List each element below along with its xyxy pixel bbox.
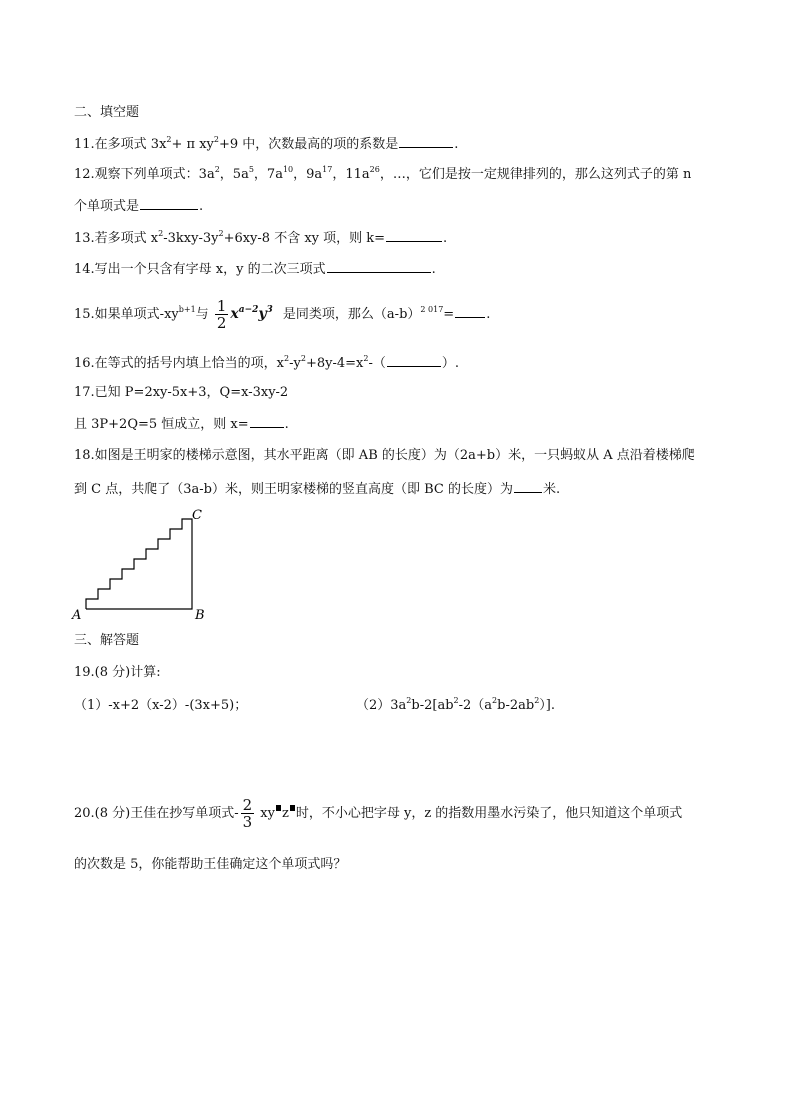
question-17-line2: 且 3P+2Q=5 恒成立，则 x= .	[74, 414, 289, 434]
answer-blank[interactable]	[514, 479, 542, 493]
staircase-figure	[64, 505, 224, 625]
question-13: 13.若多项式 $x^2-3kxy-3y^2+6xy-8$ 不含 xy 项，则 k= .	[74, 229, 448, 246]
question-12-line1: 12.观察下列单项式：$3a^2$，$5a^5$，$7a^{10}$，$9a^{17}$，$11a^{26}$，…，它们是按一定规律排列的，那么这列式子的第 n	[74, 165, 692, 182]
question-11: 11.在多项式 $3x^2+ \pi$ $xy^2+9$ 中，次数最高的项的系数是 .	[74, 135, 459, 152]
answer-blank[interactable]	[386, 228, 442, 242]
ink-blot-icon	[276, 805, 281, 811]
answer-blank[interactable]	[399, 134, 453, 148]
question-20-line2: 的次数是 5，你能帮助王佳确定这个单项式吗？	[74, 857, 347, 872]
label-c: C	[192, 508, 202, 523]
section-heading-answer: 三、解答题	[74, 633, 140, 648]
staircase-outline	[86, 519, 192, 609]
answer-blank[interactable]	[140, 196, 198, 210]
question-19-part2: $(2)3a^2b-2[ab^2-2(a^2b-2ab^2)]$.	[356, 696, 556, 713]
question-18-line1: 18.如图是王明家的楼梯示意图，其水平距离（即 AB 的长度）为（2a+b）米，一只蚂蚁从 A 点沿着楼梯爬	[74, 448, 695, 463]
question-16: 16.在等式的括号内填上恰当的项，$x^2-y^2+8y-4=x^2-$（ ）.	[74, 354, 459, 371]
question-19-part1: （1）-x+2（x-2）-(3x+5)；	[74, 698, 248, 713]
question-15: 15.如果单项式$-xy^{b+1}$与 $\frac{1}{2}$ $x^{a-2}y^3$ 是同类项，那么$(a-b)^{2 017}=$ .	[74, 297, 491, 332]
question-19-title: 19.(8 分)计算:	[74, 665, 161, 680]
fraction-one-half: $\frac{1}{2}$	[216, 297, 227, 332]
answer-blank[interactable]	[387, 353, 441, 367]
question-17-line1: 17.已知 P=2xy-5x+3，Q=x-3xy-2	[74, 385, 289, 400]
question-14: 14.写出一个只含有字母 x，y 的二次三项式 .	[74, 259, 436, 279]
answer-blank[interactable]	[250, 414, 284, 428]
answer-blank[interactable]	[455, 304, 485, 318]
answer-blank[interactable]	[327, 259, 431, 273]
question-12-line2: 个单项式是 .	[74, 196, 203, 216]
question-20-line1: 20.(8 分)王佳在抄写单项式- $\frac{2}{3}$ xy z 时，不小心把字母 y，z 的指数用墨水污染了，他只知道这个单项式	[74, 796, 683, 831]
label-b: B	[195, 608, 205, 623]
label-a: A	[72, 608, 82, 623]
question-18-line2: 到 C 点，共爬了（3a-b）米，则王明家楼梯的竖直高度（即 BC 的长度）为 米.	[74, 479, 560, 499]
section-heading-fill-in: 二、填空题	[74, 105, 140, 120]
fraction-two-thirds: $\frac{2}{3}$	[242, 796, 253, 831]
ink-blot-icon	[290, 805, 295, 811]
